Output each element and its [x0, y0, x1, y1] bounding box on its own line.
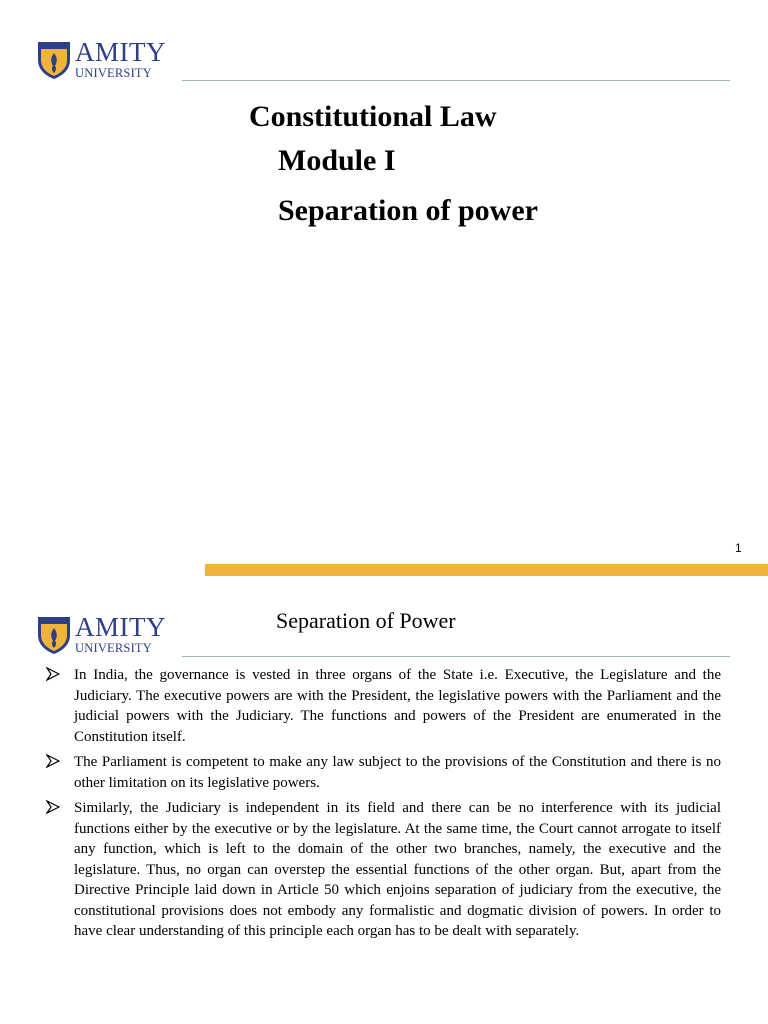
- arrow-bullet-icon: [46, 754, 60, 768]
- list-item: [46, 752, 721, 793]
- amity-logo: [36, 612, 166, 655]
- list-item: [46, 798, 721, 942]
- arrow-bullet-icon: [46, 667, 60, 681]
- logo-name: AMITY: [75, 37, 166, 67]
- logo-subtitle: UNIVERSITY: [75, 641, 152, 655]
- amity-shield-icon: [36, 615, 72, 655]
- slide-module: Module I: [278, 144, 396, 177]
- page-number: 1: [735, 541, 742, 555]
- bullet-text: The Parliament is competent to make any law subject to the provisions of the Constitution and there is no other limitation on its legislative powers.: [74, 754, 721, 791]
- slide-heading: Separation of Power: [276, 608, 456, 633]
- bullet-text: In India, the governance is vested in three organs of the State i.e. Executive, the Legislature and the Judiciary. The executive powers are with the President, the legislative powers with the Parliament and the judicial powers with the Judiciary. The functions and powers of the President are enumerated in the Constitution itself.: [74, 667, 721, 745]
- list-item: [46, 665, 721, 747]
- header-rule: [182, 80, 730, 81]
- footer-bar: [205, 564, 768, 576]
- logo-subtitle: UNIVERSITY: [75, 66, 152, 80]
- slide-topic: Separation of power: [278, 194, 538, 227]
- amity-shield-icon: [36, 40, 72, 80]
- bullet-list: [46, 665, 721, 947]
- content-slide: [0, 588, 768, 1024]
- header-rule: [182, 656, 730, 657]
- logo-name: AMITY: [75, 612, 166, 642]
- slide-title: Constitutional Law: [249, 100, 497, 133]
- amity-logo: [36, 37, 166, 80]
- bullet-text: Similarly, the Judiciary is independent in its field and there can be no interference with its judicial functions either by the executive or by the legislature. At the same time, the Court cannot arrogate to itself any function, which is left to the domain of the other two branches, namely, the executive and the legislature. Thus, no organ can overstep the essential functions of the other organ. But, apart from the Directive Principle laid down in Article 50 which enjoins separation of judiciary from the executive, the constitutional provisions does not embody any formalistic and dogmatic division of powers. In order to have clear understanding of this principle each organ has to be dealt with separately.: [74, 800, 721, 939]
- arrow-bullet-icon: [46, 800, 60, 814]
